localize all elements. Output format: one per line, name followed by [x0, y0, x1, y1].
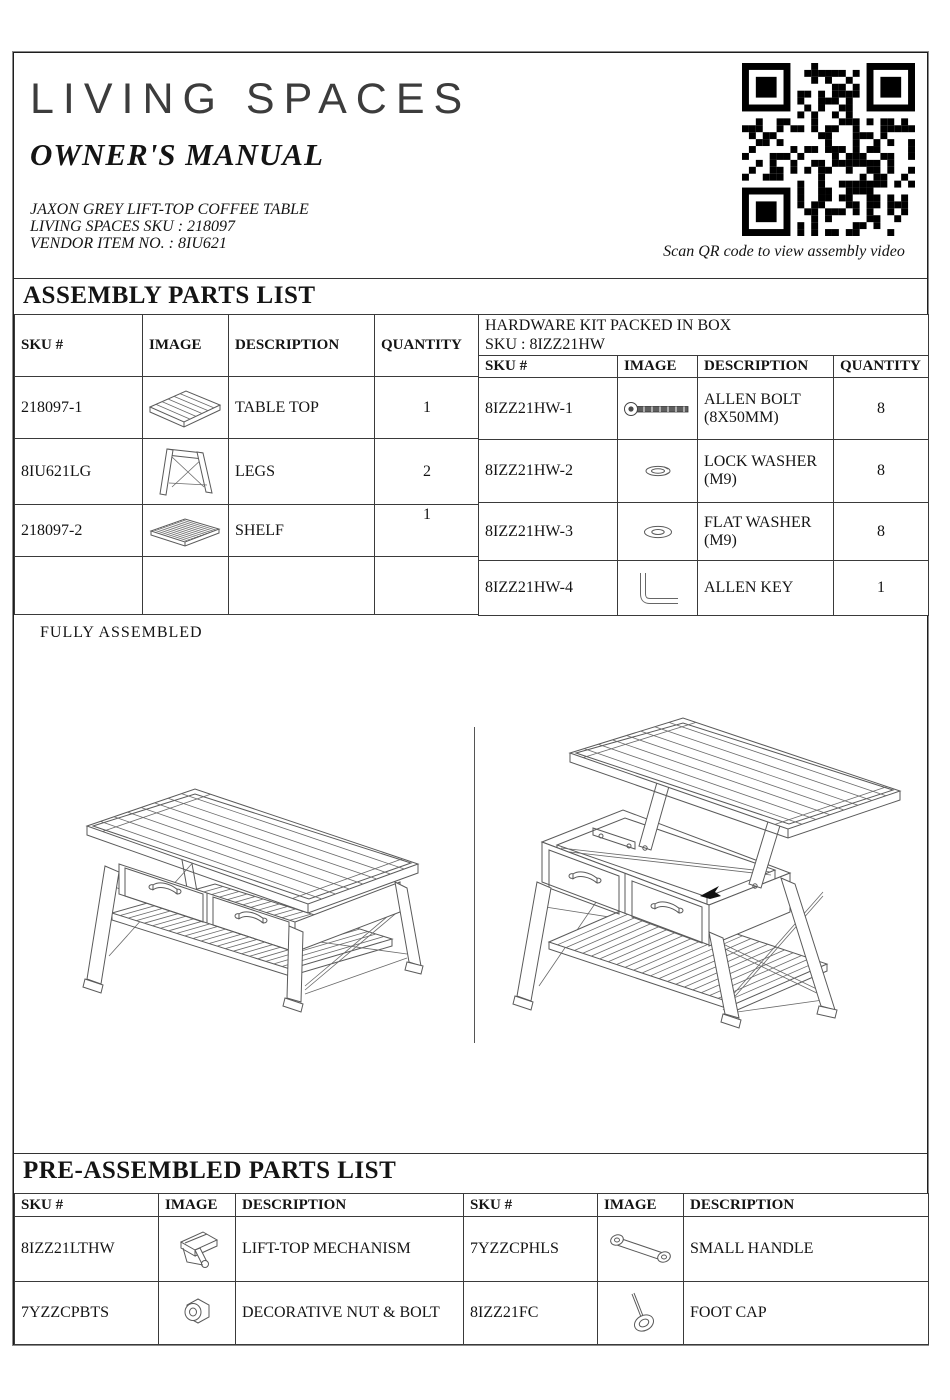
part-sku: 7YZZCPHLS	[464, 1217, 598, 1282]
table-row	[479, 378, 929, 440]
part-quantity: 1	[834, 561, 929, 616]
col-sku: SKU #	[479, 356, 618, 378]
coffee-table-closed-drawing-icon	[55, 766, 465, 1056]
legs-drawing-icon	[157, 443, 215, 501]
table-row	[15, 377, 480, 439]
flat-washer-drawing-icon	[639, 523, 677, 541]
part-description: FOOT CAP	[684, 1282, 929, 1345]
table-header-row	[479, 356, 929, 378]
lift-top-mechanism-drawing-icon	[173, 1228, 221, 1270]
hardware-kit-table	[478, 314, 929, 616]
col-image: IMAGE	[143, 315, 229, 377]
part-sku: 7YZZCPBTS	[15, 1282, 159, 1345]
part-sku: 8IU621LG	[15, 439, 143, 505]
col-description: DESCRIPTION	[698, 356, 834, 378]
col-quantity: QUANTITY	[834, 356, 929, 378]
part-quantity: 8	[834, 378, 929, 440]
assembly-parts-heading: ASSEMBLY PARTS LIST	[14, 278, 927, 314]
part-quantity: 1	[375, 505, 480, 557]
allen-bolt-drawing-icon	[622, 401, 694, 417]
table-row	[479, 561, 929, 616]
table-header-row	[15, 315, 480, 377]
table-top-drawing-icon	[146, 385, 226, 431]
brand-logo: LIVING SPACES	[30, 75, 472, 123]
part-description: SHELF	[229, 505, 375, 557]
lock-washer-drawing-icon	[641, 463, 675, 479]
col-sku: SKU #	[15, 315, 143, 377]
part-sku: 218097-2	[15, 505, 143, 557]
part-sku: 8IZZ21HW-4	[479, 561, 618, 616]
table-row	[15, 439, 480, 505]
part-description: ALLEN BOLT (8X50MM)	[698, 378, 834, 440]
assembly-parts-table	[14, 314, 480, 615]
col-sku: SKU #	[464, 1194, 598, 1217]
part-description: SMALL HANDLE	[684, 1217, 929, 1282]
part-sku: 218097-1	[15, 377, 143, 439]
allen-key-drawing-icon	[635, 570, 681, 606]
part-description: DECORATIVE NUT & BOLT	[236, 1282, 464, 1345]
part-sku: 8IZZ21HW-1	[479, 378, 618, 440]
part-description: LOCK WASHER (M9)	[698, 440, 834, 503]
col-quantity: QUANTITY	[375, 315, 480, 377]
table-row-empty	[15, 557, 480, 615]
col-sku: SKU #	[15, 1194, 159, 1217]
qr-code-icon	[742, 63, 915, 236]
hardware-kit-sku: SKU : 8IZZ21HW	[485, 336, 605, 353]
part-quantity: 8	[834, 440, 929, 503]
col-image: IMAGE	[159, 1194, 236, 1217]
qr-caption: Scan QR code to view assembly video	[663, 243, 905, 260]
part-quantity: 8	[834, 503, 929, 561]
table-row	[15, 1217, 929, 1282]
table-header-row	[15, 1194, 929, 1217]
pre-assembled-table	[14, 1193, 929, 1345]
table-row	[479, 503, 929, 561]
shelf-drawing-icon	[147, 515, 225, 547]
col-description: DESCRIPTION	[236, 1194, 464, 1217]
part-sku: 8IZZ21HW-3	[479, 503, 618, 561]
figure-divider-line	[474, 727, 475, 1043]
small-handle-drawing-icon	[607, 1230, 675, 1268]
part-description: ALLEN KEY	[698, 561, 834, 616]
foot-cap-drawing-icon	[622, 1290, 660, 1336]
table-row	[15, 1282, 929, 1345]
part-sku: 8IZZ21FC	[464, 1282, 598, 1345]
coffee-table-lift-top-open-drawing-icon	[505, 696, 933, 1041]
col-image: IMAGE	[618, 356, 698, 378]
part-description: FLAT WASHER (M9)	[698, 503, 834, 561]
part-quantity: 1	[375, 377, 480, 439]
fully-assembled-label: FULLY ASSEMBLED	[40, 624, 203, 641]
hardware-kit-title: HARDWARE KIT PACKED IN BOX	[485, 317, 732, 334]
part-sku: 8IZZ21HW-2	[479, 440, 618, 503]
part-description: LEGS	[229, 439, 375, 505]
product-name: JAXON GREY LIFT-TOP COFFEE TABLE	[30, 201, 309, 218]
product-sku: LIVING SPACES SKU : 218097	[30, 218, 236, 235]
col-image: IMAGE	[598, 1194, 684, 1217]
hardware-title-row	[479, 315, 929, 356]
col-description: DESCRIPTION	[684, 1194, 929, 1217]
part-description: TABLE TOP	[229, 377, 375, 439]
part-description: LIFT-TOP MECHANISM	[236, 1217, 464, 1282]
col-description: DESCRIPTION	[229, 315, 375, 377]
doc-title: OWNER'S MANUAL	[30, 137, 324, 172]
table-row	[15, 505, 480, 557]
page-frame	[13, 52, 928, 1345]
part-quantity: 2	[375, 439, 480, 505]
decorative-nut-bolt-drawing-icon	[180, 1296, 214, 1330]
vendor-item-no: VENDOR ITEM NO. : 8IU621	[30, 235, 227, 252]
part-sku: 8IZZ21LTHW	[15, 1217, 159, 1282]
pre-assembled-heading: PRE-ASSEMBLED PARTS LIST	[14, 1153, 927, 1193]
table-row	[479, 440, 929, 503]
